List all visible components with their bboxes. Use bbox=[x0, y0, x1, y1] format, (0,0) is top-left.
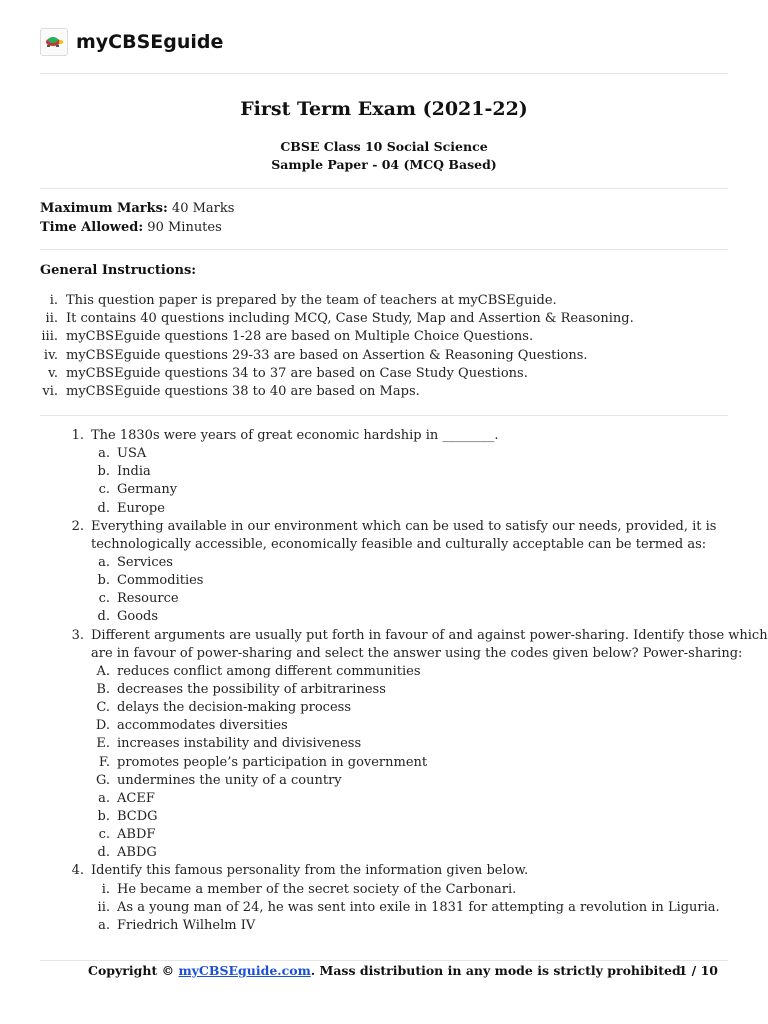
option-text: USA bbox=[117, 446, 147, 462]
option-line bbox=[40, 899, 728, 917]
option-text: BCDG bbox=[117, 808, 158, 824]
option-line bbox=[40, 699, 728, 717]
instruction-number: v. bbox=[48, 365, 58, 381]
question-text: The 1830s were years of great economic hardship in ________. bbox=[91, 428, 499, 443]
option-text: ABDG bbox=[117, 845, 157, 861]
option-line bbox=[40, 554, 728, 572]
option-line bbox=[40, 500, 728, 518]
instruction-text: myCBSEguide questions 38 to 40 are based on Maps. bbox=[66, 383, 420, 399]
option-text: reduces conflict among different communities bbox=[117, 663, 421, 679]
option-label: c. bbox=[98, 482, 110, 498]
option-text: undermines the unity of a country bbox=[117, 772, 342, 788]
option-text: accommodates diversities bbox=[117, 718, 288, 734]
divider bbox=[40, 188, 728, 189]
divider bbox=[40, 415, 728, 416]
question-number: 1. bbox=[71, 428, 84, 443]
questions-list bbox=[40, 427, 768, 935]
option-line bbox=[40, 844, 728, 862]
option-line bbox=[40, 881, 728, 899]
option-line bbox=[40, 808, 728, 826]
option-label: D. bbox=[95, 718, 110, 734]
question-text: Different arguments are usually put forth in favour of and against power-sharing. Identify those which bbox=[91, 627, 768, 643]
subtitle-paper: Sample Paper - 04 (MCQ Based) bbox=[271, 157, 497, 172]
time-allowed-value: 90 Minutes bbox=[147, 220, 222, 235]
option-text: He became a member of the secret society of the Carbonari. bbox=[117, 881, 517, 897]
option-label: d. bbox=[97, 609, 110, 625]
instruction-number: iv. bbox=[43, 347, 58, 363]
option-text: Europe bbox=[117, 500, 165, 516]
instruction-number: iii. bbox=[41, 329, 58, 345]
question-line bbox=[40, 862, 728, 880]
option-line bbox=[40, 772, 728, 790]
subtitle-class: CBSE Class 10 Social Science bbox=[280, 139, 488, 154]
option-label: a. bbox=[98, 917, 110, 933]
option-text: India bbox=[117, 464, 151, 480]
option-label: i. bbox=[101, 881, 110, 897]
option-label: c. bbox=[98, 591, 110, 607]
divider bbox=[40, 960, 728, 961]
option-text: increases instability and divisiveness bbox=[117, 736, 362, 752]
divider bbox=[40, 73, 728, 74]
option-line bbox=[40, 481, 728, 499]
option-label: b. bbox=[97, 808, 110, 824]
option-text: Resource bbox=[117, 591, 179, 607]
option-line bbox=[40, 463, 728, 481]
copyright-suffix: . Mass distribution in any mode is strictly prohibited. bbox=[310, 963, 686, 978]
question-text: Everything available in our environment which can be used to satisfy our needs, provided, it is bbox=[91, 518, 717, 534]
header-brand[interactable] bbox=[40, 28, 223, 56]
option-line bbox=[40, 445, 728, 463]
option-line bbox=[40, 590, 728, 608]
option-label: b. bbox=[97, 464, 110, 480]
question-line bbox=[40, 518, 728, 536]
option-label: b. bbox=[97, 573, 110, 589]
question-text: are in favour of power-sharing and select the answer using the codes given below? Power-sharing: bbox=[91, 645, 743, 661]
question-number: 3. bbox=[71, 627, 84, 643]
question-line bbox=[40, 627, 768, 645]
option-text: Commodities bbox=[117, 573, 204, 589]
option-text: As a young man of 24, he was sent into exile in 1831 for attempting a revolution in Liguria. bbox=[117, 899, 720, 915]
question-number: 4. bbox=[71, 863, 84, 879]
option-text: ABDF bbox=[117, 827, 156, 843]
instruction-text: myCBSEguide questions 1-28 are based on Multiple Choice Questions. bbox=[66, 329, 534, 345]
option-line bbox=[40, 608, 728, 626]
question-text: technologically accessible, economically feasible and culturally acceptable can be termed as: bbox=[91, 536, 707, 552]
instruction-number: i. bbox=[49, 293, 58, 308]
option-text: ACEF bbox=[117, 790, 155, 806]
option-line bbox=[40, 572, 728, 590]
divider bbox=[40, 249, 728, 250]
instruction-item bbox=[40, 347, 728, 365]
instruction-text: myCBSEguide questions 29-33 are based on Assertion & Reasoning Questions. bbox=[66, 347, 588, 363]
question-line bbox=[40, 645, 743, 663]
option-label: E. bbox=[96, 736, 110, 752]
option-line bbox=[40, 826, 728, 844]
option-line bbox=[40, 917, 728, 935]
option-line bbox=[40, 663, 728, 681]
question-line bbox=[40, 536, 728, 554]
question-text: Identify this famous personality from the information given below. bbox=[91, 863, 529, 879]
option-label: F. bbox=[98, 754, 110, 770]
question-line bbox=[40, 427, 728, 445]
option-text: Goods bbox=[117, 609, 159, 625]
page-title: First Term Exam (2021-22) bbox=[240, 98, 528, 120]
option-text: decreases the possibility of arbitrariness bbox=[117, 681, 386, 697]
option-label: A. bbox=[96, 663, 110, 679]
instruction-number: vi. bbox=[42, 383, 58, 399]
question-number: 2. bbox=[71, 518, 84, 534]
copyright-text bbox=[88, 963, 685, 978]
option-label: C. bbox=[96, 700, 110, 716]
instruction-text: It contains 40 questions including MCQ, Case Study, Map and Assertion & Reasoning. bbox=[66, 311, 634, 327]
option-label: a. bbox=[98, 446, 110, 462]
instruction-text: This question paper is prepared by the team of teachers at myCBSEguide. bbox=[66, 293, 557, 308]
instruction-text: myCBSEguide questions 34 to 37 are based on Case Study Questions. bbox=[66, 365, 528, 381]
turtle-logo-icon bbox=[40, 28, 68, 56]
option-label: B. bbox=[96, 681, 110, 697]
option-label: G. bbox=[95, 772, 110, 788]
max-marks-value: 40 Marks bbox=[171, 201, 235, 216]
time-allowed-label: Time Allowed: bbox=[40, 220, 144, 235]
instruction-item bbox=[40, 292, 728, 310]
option-line bbox=[40, 790, 728, 808]
time-allowed bbox=[40, 220, 222, 235]
option-text: Services bbox=[117, 554, 173, 570]
instructions-list bbox=[40, 292, 728, 401]
option-label: a. bbox=[98, 554, 110, 570]
option-text: Friedrich Wilhelm IV bbox=[117, 917, 256, 933]
option-text: promotes people’s participation in government bbox=[117, 754, 428, 770]
max-marks bbox=[40, 201, 234, 216]
instruction-item bbox=[40, 310, 728, 328]
instruction-item bbox=[40, 365, 728, 383]
instruction-number: ii. bbox=[45, 311, 58, 327]
option-label: d. bbox=[97, 500, 110, 516]
option-label: a. bbox=[98, 790, 110, 806]
instruction-item bbox=[40, 328, 728, 346]
option-text: delays the decision-making process bbox=[117, 700, 351, 716]
option-label: d. bbox=[97, 845, 110, 861]
instructions-heading: General Instructions: bbox=[40, 263, 197, 278]
instruction-item bbox=[40, 383, 728, 401]
option-label: c. bbox=[98, 827, 110, 843]
option-line bbox=[40, 735, 728, 753]
option-line bbox=[40, 681, 728, 699]
max-marks-label: Maximum Marks: bbox=[40, 201, 168, 216]
option-line bbox=[40, 717, 728, 735]
brand-name: myCBSEguide bbox=[76, 31, 224, 53]
page-number: 1 / 10 bbox=[678, 963, 718, 978]
option-line bbox=[40, 754, 728, 772]
site-link[interactable]: myCBSEguide.com bbox=[178, 963, 311, 978]
copyright-prefix: Copyright © bbox=[88, 963, 179, 978]
option-text: Germany bbox=[117, 482, 178, 498]
option-label: ii. bbox=[97, 899, 110, 915]
